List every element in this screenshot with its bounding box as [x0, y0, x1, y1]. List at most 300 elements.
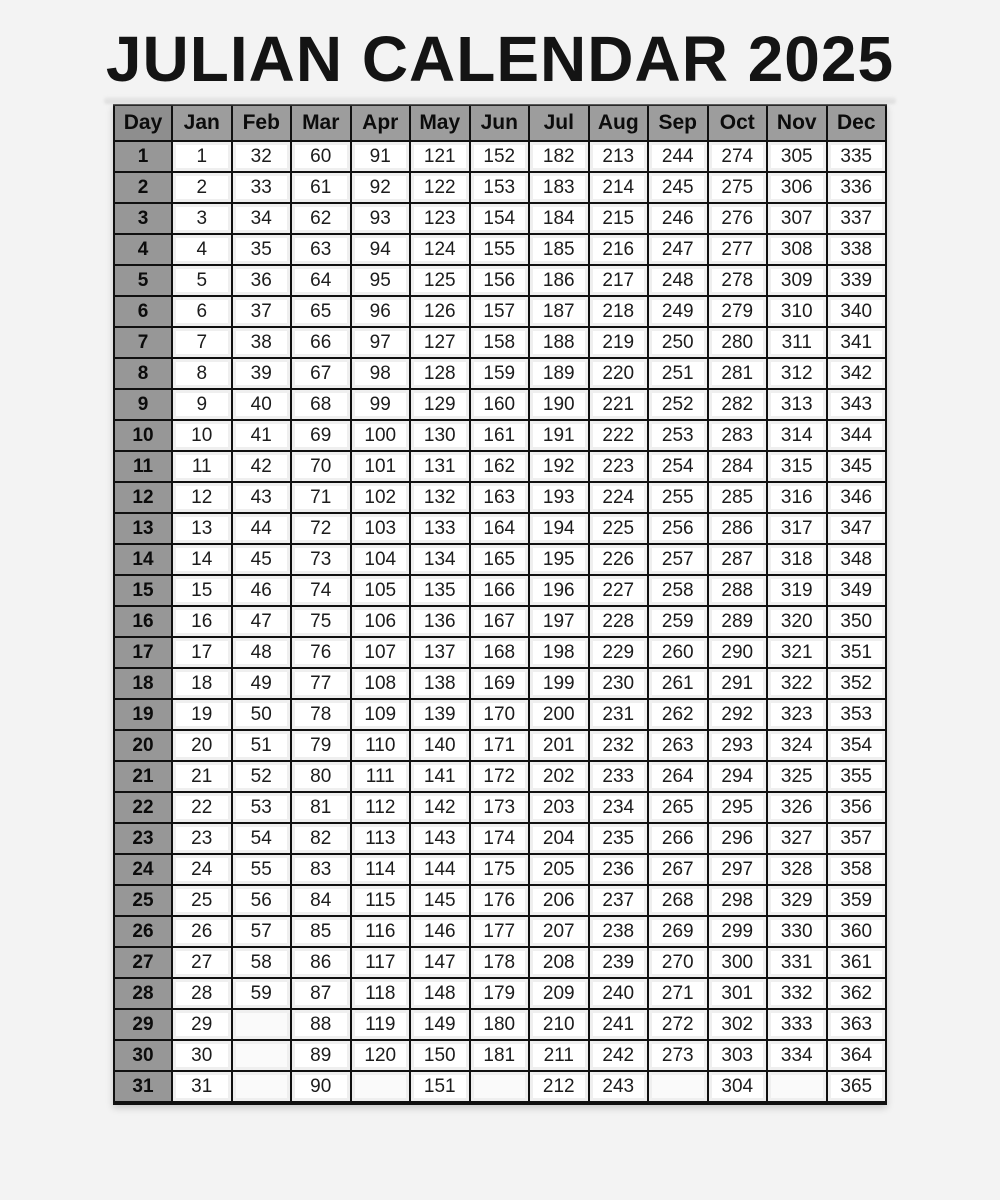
julian-day-cell: 107 — [351, 637, 411, 668]
julian-day-cell: 253 — [648, 420, 708, 451]
julian-day-cell: 245 — [648, 172, 708, 203]
julian-day-cell: 176 — [470, 885, 530, 916]
julian-day-cell: 21 — [172, 761, 232, 792]
julian-day-cell: 130 — [410, 420, 470, 451]
julian-day-cell: 221 — [589, 389, 649, 420]
julian-day-cell: 311 — [767, 327, 827, 358]
julian-day-cell: 324 — [767, 730, 827, 761]
julian-day-cell: 301 — [708, 978, 768, 1009]
julian-day-cell: 341 — [827, 327, 887, 358]
julian-day-cell: 164 — [470, 513, 530, 544]
julian-day-cell: 338 — [827, 234, 887, 265]
julian-day-cell: 71 — [291, 482, 351, 513]
julian-day-cell: 56 — [232, 885, 292, 916]
julian-day-cell: 7 — [172, 327, 232, 358]
julian-day-cell: 348 — [827, 544, 887, 575]
julian-day-cell: 59 — [232, 978, 292, 1009]
julian-day-cell: 112 — [351, 792, 411, 823]
julian-day-cell: 83 — [291, 854, 351, 885]
table-row — [114, 823, 886, 854]
title-divider-shadow — [104, 97, 896, 104]
julian-day-cell: 98 — [351, 358, 411, 389]
julian-day-cell: 223 — [589, 451, 649, 482]
row-header-day: 29 — [114, 1009, 172, 1040]
julian-day-cell: 256 — [648, 513, 708, 544]
julian-day-cell: 329 — [767, 885, 827, 916]
table-row — [114, 482, 886, 513]
julian-day-cell: 166 — [470, 575, 530, 606]
julian-day-cell: 29 — [172, 1009, 232, 1040]
julian-day-cell: 249 — [648, 296, 708, 327]
table-row — [114, 1040, 886, 1071]
julian-day-cell: 179 — [470, 978, 530, 1009]
julian-day-cell — [351, 1071, 411, 1103]
julian-day-cell: 314 — [767, 420, 827, 451]
julian-day-cell: 6 — [172, 296, 232, 327]
julian-day-cell: 132 — [410, 482, 470, 513]
julian-day-cell: 325 — [767, 761, 827, 792]
julian-day-cell: 261 — [648, 668, 708, 699]
julian-day-cell: 331 — [767, 947, 827, 978]
julian-day-cell: 214 — [589, 172, 649, 203]
julian-day-cell: 28 — [172, 978, 232, 1009]
julian-day-cell: 361 — [827, 947, 887, 978]
julian-day-cell: 180 — [470, 1009, 530, 1040]
julian-day-cell: 3 — [172, 203, 232, 234]
julian-day-cell: 90 — [291, 1071, 351, 1103]
julian-day-cell: 363 — [827, 1009, 887, 1040]
julian-day-cell: 114 — [351, 854, 411, 885]
julian-day-cell: 20 — [172, 730, 232, 761]
julian-day-cell: 336 — [827, 172, 887, 203]
julian-day-cell: 97 — [351, 327, 411, 358]
julian-day-cell: 70 — [291, 451, 351, 482]
julian-day-cell: 19 — [172, 699, 232, 730]
julian-day-cell: 208 — [529, 947, 589, 978]
julian-day-cell: 226 — [589, 544, 649, 575]
julian-day-cell: 234 — [589, 792, 649, 823]
julian-day-cell: 143 — [410, 823, 470, 854]
julian-day-cell: 178 — [470, 947, 530, 978]
julian-day-cell: 354 — [827, 730, 887, 761]
julian-day-cell: 169 — [470, 668, 530, 699]
column-header-oct: Oct — [708, 105, 768, 141]
julian-day-cell: 190 — [529, 389, 589, 420]
julian-day-cell: 266 — [648, 823, 708, 854]
julian-day-cell: 102 — [351, 482, 411, 513]
column-header-jul: Jul — [529, 105, 589, 141]
julian-day-cell: 283 — [708, 420, 768, 451]
julian-day-cell: 53 — [232, 792, 292, 823]
julian-day-cell: 288 — [708, 575, 768, 606]
julian-day-cell: 228 — [589, 606, 649, 637]
julian-day-cell: 74 — [291, 575, 351, 606]
julian-day-cell: 282 — [708, 389, 768, 420]
table-row — [114, 544, 886, 575]
julian-day-cell: 8 — [172, 358, 232, 389]
julian-day-cell: 310 — [767, 296, 827, 327]
julian-day-cell: 268 — [648, 885, 708, 916]
julian-day-cell: 350 — [827, 606, 887, 637]
julian-day-cell: 55 — [232, 854, 292, 885]
julian-day-cell: 69 — [291, 420, 351, 451]
julian-day-cell: 212 — [529, 1071, 589, 1103]
julian-day-cell: 51 — [232, 730, 292, 761]
julian-day-cell: 200 — [529, 699, 589, 730]
julian-day-cell — [232, 1009, 292, 1040]
julian-day-cell: 147 — [410, 947, 470, 978]
julian-day-cell: 215 — [589, 203, 649, 234]
julian-day-cell: 292 — [708, 699, 768, 730]
julian-day-cell: 4 — [172, 234, 232, 265]
julian-day-cell: 219 — [589, 327, 649, 358]
julian-day-cell: 175 — [470, 854, 530, 885]
julian-day-cell: 271 — [648, 978, 708, 1009]
julian-day-cell: 100 — [351, 420, 411, 451]
julian-day-cell: 225 — [589, 513, 649, 544]
julian-day-cell: 154 — [470, 203, 530, 234]
table-row — [114, 1071, 886, 1103]
row-header-day: 26 — [114, 916, 172, 947]
julian-day-cell: 43 — [232, 482, 292, 513]
julian-day-cell: 115 — [351, 885, 411, 916]
column-header-mar: Mar — [291, 105, 351, 141]
julian-day-cell: 140 — [410, 730, 470, 761]
table-row — [114, 637, 886, 668]
julian-day-cell: 137 — [410, 637, 470, 668]
julian-day-cell: 54 — [232, 823, 292, 854]
julian-day-cell: 295 — [708, 792, 768, 823]
row-header-day: 24 — [114, 854, 172, 885]
julian-day-cell: 58 — [232, 947, 292, 978]
julian-day-cell: 207 — [529, 916, 589, 947]
julian-day-cell: 250 — [648, 327, 708, 358]
julian-day-cell: 203 — [529, 792, 589, 823]
julian-day-cell: 96 — [351, 296, 411, 327]
julian-day-cell: 337 — [827, 203, 887, 234]
julian-day-cell: 80 — [291, 761, 351, 792]
julian-day-cell: 307 — [767, 203, 827, 234]
table-row — [114, 265, 886, 296]
row-header-day: 30 — [114, 1040, 172, 1071]
table-row — [114, 420, 886, 451]
julian-day-cell: 235 — [589, 823, 649, 854]
julian-day-cell: 186 — [529, 265, 589, 296]
julian-day-cell: 238 — [589, 916, 649, 947]
julian-day-cell: 289 — [708, 606, 768, 637]
julian-day-cell: 290 — [708, 637, 768, 668]
row-header-day: 12 — [114, 482, 172, 513]
julian-day-cell: 270 — [648, 947, 708, 978]
julian-day-cell: 41 — [232, 420, 292, 451]
julian-day-cell: 239 — [589, 947, 649, 978]
row-header-day: 17 — [114, 637, 172, 668]
julian-day-cell: 124 — [410, 234, 470, 265]
julian-day-cell: 312 — [767, 358, 827, 389]
row-header-day: 7 — [114, 327, 172, 358]
julian-day-cell: 148 — [410, 978, 470, 1009]
julian-day-cell: 352 — [827, 668, 887, 699]
julian-day-cell: 278 — [708, 265, 768, 296]
row-header-day: 16 — [114, 606, 172, 637]
julian-day-cell: 318 — [767, 544, 827, 575]
table-row — [114, 1009, 886, 1040]
julian-day-cell: 302 — [708, 1009, 768, 1040]
julian-day-cell: 243 — [589, 1071, 649, 1103]
julian-day-cell: 99 — [351, 389, 411, 420]
julian-day-cell: 1 — [172, 141, 232, 172]
julian-day-cell: 244 — [648, 141, 708, 172]
julian-day-cell: 334 — [767, 1040, 827, 1071]
julian-day-cell: 167 — [470, 606, 530, 637]
julian-day-cell: 198 — [529, 637, 589, 668]
julian-day-cell: 104 — [351, 544, 411, 575]
julian-day-cell: 321 — [767, 637, 827, 668]
julian-day-cell: 181 — [470, 1040, 530, 1071]
header-row — [114, 105, 886, 141]
julian-day-cell: 273 — [648, 1040, 708, 1071]
julian-day-cell: 332 — [767, 978, 827, 1009]
table-row — [114, 451, 886, 482]
julian-day-cell: 73 — [291, 544, 351, 575]
julian-day-cell: 117 — [351, 947, 411, 978]
julian-day-cell: 300 — [708, 947, 768, 978]
julian-day-cell: 296 — [708, 823, 768, 854]
julian-day-cell: 205 — [529, 854, 589, 885]
julian-day-cell: 188 — [529, 327, 589, 358]
julian-day-cell: 120 — [351, 1040, 411, 1071]
julian-day-cell: 224 — [589, 482, 649, 513]
julian-day-cell: 360 — [827, 916, 887, 947]
table-row — [114, 668, 886, 699]
julian-day-cell: 339 — [827, 265, 887, 296]
julian-day-cell: 281 — [708, 358, 768, 389]
julian-day-cell: 187 — [529, 296, 589, 327]
table-row — [114, 606, 886, 637]
table-row — [114, 916, 886, 947]
julian-day-cell: 163 — [470, 482, 530, 513]
julian-day-cell: 156 — [470, 265, 530, 296]
julian-day-cell: 78 — [291, 699, 351, 730]
julian-day-cell: 158 — [470, 327, 530, 358]
calendar-body — [114, 141, 886, 1103]
julian-day-cell: 258 — [648, 575, 708, 606]
column-header-jan: Jan — [172, 105, 232, 141]
julian-day-cell: 202 — [529, 761, 589, 792]
table-row — [114, 327, 886, 358]
julian-day-cell: 333 — [767, 1009, 827, 1040]
julian-day-cell: 170 — [470, 699, 530, 730]
julian-day-cell: 230 — [589, 668, 649, 699]
table-row — [114, 358, 886, 389]
julian-day-cell: 31 — [172, 1071, 232, 1103]
julian-day-cell: 32 — [232, 141, 292, 172]
table-row — [114, 730, 886, 761]
row-header-day: 8 — [114, 358, 172, 389]
column-header-may: May — [410, 105, 470, 141]
julian-day-cell: 272 — [648, 1009, 708, 1040]
julian-day-cell: 61 — [291, 172, 351, 203]
julian-day-cell: 211 — [529, 1040, 589, 1071]
julian-day-cell: 194 — [529, 513, 589, 544]
julian-day-cell: 260 — [648, 637, 708, 668]
julian-day-cell — [232, 1071, 292, 1103]
row-header-day: 15 — [114, 575, 172, 606]
julian-day-cell: 246 — [648, 203, 708, 234]
julian-day-cell — [470, 1071, 530, 1103]
julian-day-cell: 14 — [172, 544, 232, 575]
julian-day-cell: 38 — [232, 327, 292, 358]
julian-day-cell: 274 — [708, 141, 768, 172]
column-header-day: Day — [114, 105, 172, 141]
julian-day-cell: 236 — [589, 854, 649, 885]
julian-day-cell: 118 — [351, 978, 411, 1009]
julian-day-cell: 233 — [589, 761, 649, 792]
julian-day-cell: 286 — [708, 513, 768, 544]
julian-day-cell: 317 — [767, 513, 827, 544]
julian-day-cell: 309 — [767, 265, 827, 296]
julian-day-cell: 135 — [410, 575, 470, 606]
julian-day-cell: 142 — [410, 792, 470, 823]
julian-day-cell: 37 — [232, 296, 292, 327]
julian-day-cell: 291 — [708, 668, 768, 699]
julian-day-cell: 237 — [589, 885, 649, 916]
julian-day-cell: 251 — [648, 358, 708, 389]
julian-day-cell: 123 — [410, 203, 470, 234]
julian-day-cell: 275 — [708, 172, 768, 203]
julian-day-cell: 101 — [351, 451, 411, 482]
julian-day-cell: 64 — [291, 265, 351, 296]
julian-day-cell: 294 — [708, 761, 768, 792]
julian-day-cell: 340 — [827, 296, 887, 327]
julian-calendar-table — [113, 104, 887, 1105]
julian-day-cell: 185 — [529, 234, 589, 265]
julian-day-cell: 128 — [410, 358, 470, 389]
julian-day-cell: 305 — [767, 141, 827, 172]
julian-day-cell: 34 — [232, 203, 292, 234]
julian-day-cell: 364 — [827, 1040, 887, 1071]
julian-day-cell: 213 — [589, 141, 649, 172]
julian-day-cell: 111 — [351, 761, 411, 792]
julian-day-cell: 358 — [827, 854, 887, 885]
table-row — [114, 234, 886, 265]
julian-day-cell: 303 — [708, 1040, 768, 1071]
julian-day-cell — [232, 1040, 292, 1071]
julian-day-cell: 72 — [291, 513, 351, 544]
julian-day-cell: 255 — [648, 482, 708, 513]
julian-day-cell: 346 — [827, 482, 887, 513]
julian-day-cell: 82 — [291, 823, 351, 854]
julian-day-cell: 26 — [172, 916, 232, 947]
row-header-day: 22 — [114, 792, 172, 823]
julian-day-cell: 85 — [291, 916, 351, 947]
julian-day-cell: 144 — [410, 854, 470, 885]
julian-day-cell: 217 — [589, 265, 649, 296]
table-row — [114, 699, 886, 730]
julian-day-cell: 105 — [351, 575, 411, 606]
julian-day-cell: 2 — [172, 172, 232, 203]
julian-day-cell: 92 — [351, 172, 411, 203]
row-header-day: 18 — [114, 668, 172, 699]
julian-day-cell: 216 — [589, 234, 649, 265]
julian-day-cell: 46 — [232, 575, 292, 606]
julian-day-cell — [767, 1071, 827, 1103]
julian-day-cell: 264 — [648, 761, 708, 792]
julian-day-cell: 49 — [232, 668, 292, 699]
row-header-day: 3 — [114, 203, 172, 234]
julian-day-cell: 276 — [708, 203, 768, 234]
julian-day-cell: 30 — [172, 1040, 232, 1071]
julian-day-cell: 293 — [708, 730, 768, 761]
julian-day-cell: 262 — [648, 699, 708, 730]
column-header-sep: Sep — [648, 105, 708, 141]
julian-day-cell: 17 — [172, 637, 232, 668]
column-header-jun: Jun — [470, 105, 530, 141]
julian-day-cell: 304 — [708, 1071, 768, 1103]
julian-day-cell: 345 — [827, 451, 887, 482]
page-title: JULIAN CALENDAR 2025 — [105, 23, 895, 95]
julian-day-cell: 357 — [827, 823, 887, 854]
row-header-day: 20 — [114, 730, 172, 761]
julian-day-cell: 157 — [470, 296, 530, 327]
julian-day-cell: 25 — [172, 885, 232, 916]
julian-day-cell: 199 — [529, 668, 589, 699]
julian-day-cell: 330 — [767, 916, 827, 947]
row-header-day: 10 — [114, 420, 172, 451]
julian-day-cell: 184 — [529, 203, 589, 234]
julian-day-cell: 12 — [172, 482, 232, 513]
julian-day-cell: 165 — [470, 544, 530, 575]
julian-day-cell: 95 — [351, 265, 411, 296]
julian-day-cell: 196 — [529, 575, 589, 606]
julian-day-cell: 57 — [232, 916, 292, 947]
row-header-day: 25 — [114, 885, 172, 916]
julian-day-cell: 89 — [291, 1040, 351, 1071]
julian-day-cell: 252 — [648, 389, 708, 420]
julian-day-cell: 27 — [172, 947, 232, 978]
julian-day-cell: 201 — [529, 730, 589, 761]
julian-day-cell: 344 — [827, 420, 887, 451]
julian-day-cell: 146 — [410, 916, 470, 947]
julian-day-cell: 206 — [529, 885, 589, 916]
julian-day-cell: 257 — [648, 544, 708, 575]
julian-day-cell: 172 — [470, 761, 530, 792]
julian-day-cell: 129 — [410, 389, 470, 420]
julian-day-cell: 79 — [291, 730, 351, 761]
julian-day-cell: 347 — [827, 513, 887, 544]
julian-day-cell: 110 — [351, 730, 411, 761]
julian-day-cell: 351 — [827, 637, 887, 668]
julian-day-cell — [648, 1071, 708, 1103]
julian-day-cell: 189 — [529, 358, 589, 389]
julian-day-cell: 177 — [470, 916, 530, 947]
julian-day-cell: 316 — [767, 482, 827, 513]
julian-day-cell: 192 — [529, 451, 589, 482]
julian-day-cell: 63 — [291, 234, 351, 265]
julian-day-cell: 328 — [767, 854, 827, 885]
julian-day-cell: 174 — [470, 823, 530, 854]
julian-day-cell: 173 — [470, 792, 530, 823]
julian-day-cell: 40 — [232, 389, 292, 420]
row-header-day: 19 — [114, 699, 172, 730]
julian-day-cell: 229 — [589, 637, 649, 668]
julian-day-cell: 160 — [470, 389, 530, 420]
julian-day-cell: 285 — [708, 482, 768, 513]
julian-day-cell: 306 — [767, 172, 827, 203]
julian-day-cell: 66 — [291, 327, 351, 358]
julian-day-cell: 263 — [648, 730, 708, 761]
julian-day-cell: 342 — [827, 358, 887, 389]
